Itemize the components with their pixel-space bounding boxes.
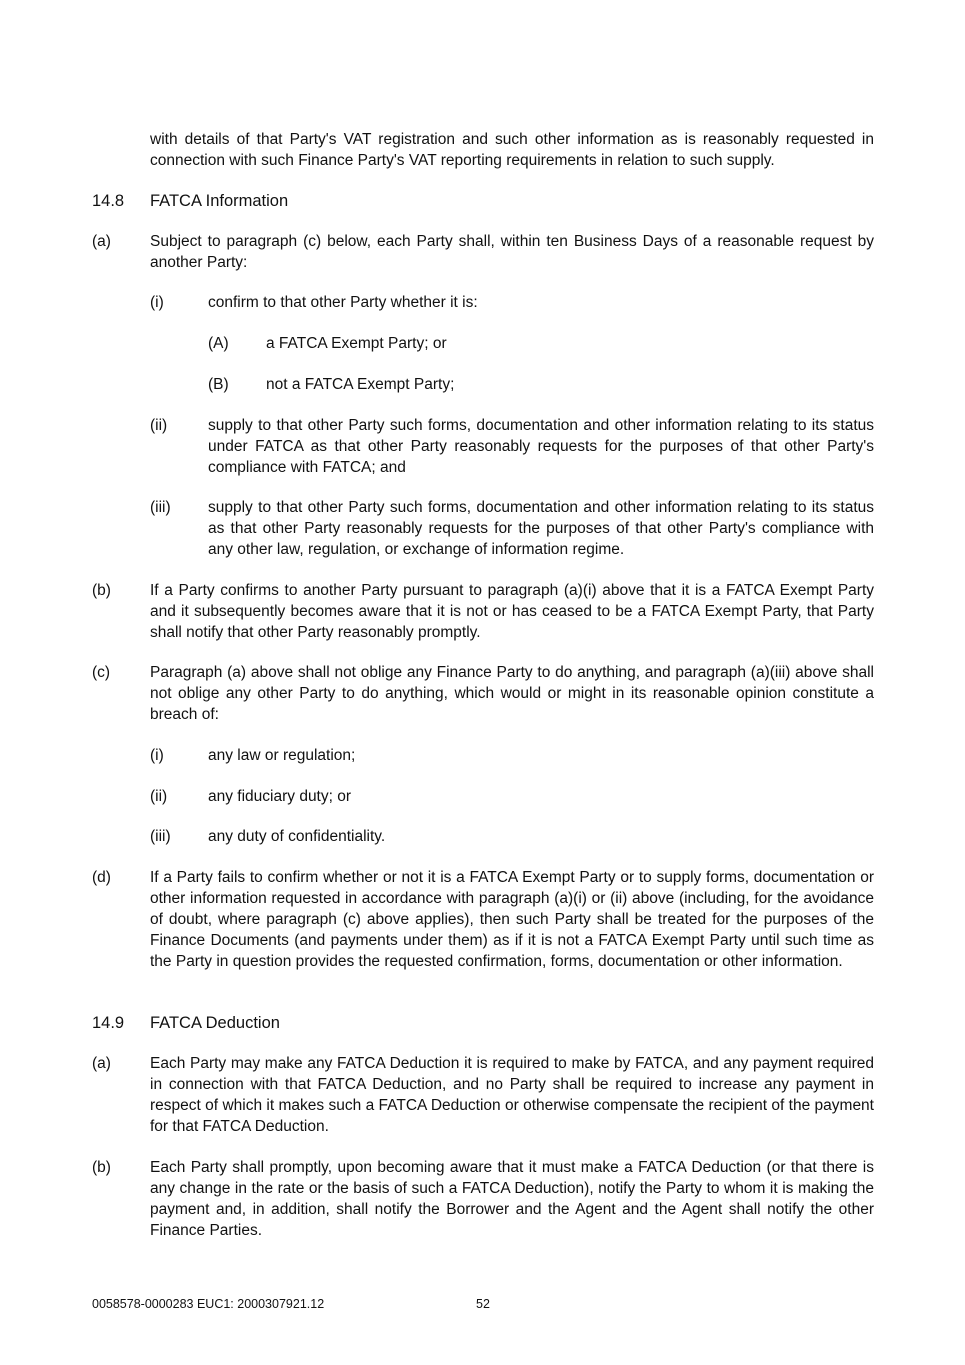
clause-text: Each Party shall promptly, upon becoming aware that it must make a FATCA Deduction (or that there is any change in the rate or the basis of such a FATCA Deduction), notify the Party to whom it is making the payment and, in addition, shall notify the Borrower and the Agent and the Agent shall notify the other Finance Parties.: [150, 1159, 874, 1239]
clause-text: If a Party confirms to another Party pursuant to paragraph (a)(i) above that it is a FATCA Exempt Party and it subsequently becomes aware that it is not or has ceased to be a FATCA Exempt Party, that Party shall notify that other Party reasonably promptly.: [150, 582, 874, 641]
clause-text: Paragraph (a) above shall not oblige any Finance Party to do anything, and paragraph (a)(iii) above shall not oblige any other Party to do anything, which would or might in its reasonable opinion constitute a breach of:: [150, 664, 874, 723]
clause-text: not a FATCA Exempt Party;: [266, 376, 455, 393]
clause-label: (a): [92, 233, 111, 250]
clause-label: (b): [92, 1159, 111, 1176]
section-title: FATCA Deduction: [150, 1014, 280, 1032]
clause-text: a FATCA Exempt Party; or: [266, 335, 447, 352]
continuation-paragraph: with details of that Party's VAT registration and such other information as is reasonably requested in connection with such Finance Party's VAT reporting requirements in relation to such supply.: [150, 131, 874, 169]
section-number: 14.9: [92, 1014, 125, 1032]
footer-reference: 0058578-0000283 EUC1: 2000307921.12: [92, 1297, 325, 1311]
clause-text: any law or regulation;: [208, 747, 356, 764]
clause-text: supply to that other Party such forms, documentation and other information relating to its status under FATCA as that other Party reasonably requests for the purposes of that other Party's compliance with FATCA; and: [208, 417, 874, 476]
clause-label: (ii): [150, 417, 168, 434]
clause-label: (b): [92, 582, 111, 599]
clause-label: (A): [208, 335, 229, 352]
page-number: 52: [476, 1297, 490, 1311]
section-title: FATCA Information: [150, 192, 289, 210]
clause-label: (a): [92, 1055, 111, 1072]
clause-label: (i): [150, 294, 164, 311]
clause-label: (iii): [150, 499, 171, 516]
clause-text: Subject to paragraph (c) below, each Party shall, within ten Business Days of a reasonable request by another Party:: [150, 233, 874, 271]
section-number: 14.8: [92, 192, 125, 210]
clause-label: (B): [208, 376, 229, 393]
clause-text: any fiduciary duty; or: [208, 788, 352, 805]
clause-label: (iii): [150, 828, 171, 845]
clause-label: (ii): [150, 788, 168, 805]
clause-text: supply to that other Party such forms, documentation and other information relating to its status as that other Party reasonably requests for the purposes of that other Party's compliance with any other law, regulation, or exchange of information regime.: [208, 499, 874, 558]
clause-text: any duty of confidentiality.: [208, 828, 386, 845]
clause-text: Each Party may make any FATCA Deduction it is required to make by FATCA, and any payment required in connection with that FATCA Deduction, and no Party shall be required to increase any payment in respect of which it makes such a FATCA Deduction or otherwise compensate the recipient of the payment for that FATCA Deduction.: [150, 1055, 874, 1135]
clause-label: (d): [92, 869, 111, 886]
clause-text: If a Party fails to confirm whether or not it is a FATCA Exempt Party or to supply forms, documentation or other information requested in accordance with paragraph (a)(i) or (ii) above (including, for the avoidance of doubt, where paragraph (c) above applies), then such Party shall be treated for the purposes of the Finance Documents (and payments under them) as if it is not a FATCA Exempt Party until such time as the Party in question provides the requested confirmation, forms, documentation or other information.: [150, 869, 874, 970]
clause-label: (i): [150, 747, 164, 764]
clause-text: confirm to that other Party whether it is:: [208, 294, 478, 311]
clause-label: (c): [92, 664, 111, 681]
